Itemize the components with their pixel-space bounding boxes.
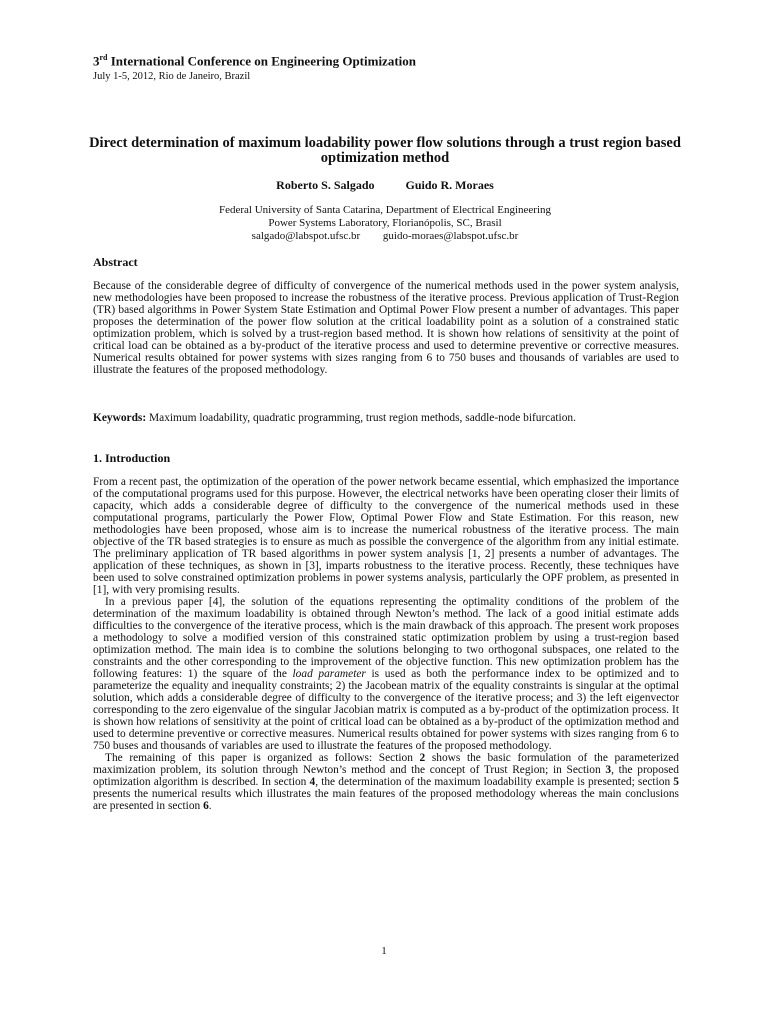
- email: salgado@labspot.ufsc.br: [251, 230, 361, 242]
- section-ref: 3: [605, 764, 612, 776]
- author-emails: [85, 230, 685, 243]
- section-ref: 5: [673, 776, 679, 788]
- conference-title: 3rd International Conference on Engineering Optimization: [93, 53, 417, 69]
- abstract-text: Because of the considerable degree of difficulty of convergence of the numerical methods used in the power system analysis, new methodologies have been proposed to increase the robustness of the iterative process. Previous application of Trust-Region (TR) based algorithms in Power System State Estimation and Optimal Power Flow present a number of advantages. This paper proposes the determination of the power flow solution at the critical loadability point as a solution of a constrained static optimization problem, which is solved by a trust-region based method. It is shown how relations of sensitivity at the point of critical load can be obtained as a by-product of the iterative process and used to determine preventive or corrective measures. Numerical results obtained for power systems with sizes ranging from 6 to 750 buses and thousands of variables are used to illustrate the features of the proposed methodology.: [93, 280, 679, 376]
- affiliation-line: Federal University of Santa Catarina, Department of Electrical Engineering: [218, 204, 551, 216]
- conference-name: International Conference on Engineering Optimization: [110, 53, 417, 69]
- section-ref: 4: [309, 776, 316, 788]
- introduction-heading: 1. Introduction: [93, 451, 171, 465]
- conference-date-place: July 1-5, 2012, Rio de Janeiro, Brazil: [93, 71, 251, 83]
- keywords-label: Keywords:: [93, 412, 147, 424]
- section-ref: 2: [419, 752, 426, 764]
- emphasis: load parameter: [292, 668, 366, 680]
- keywords-line: [93, 412, 679, 424]
- page-number: 1: [381, 945, 387, 957]
- author-name: Roberto S. Salgado: [276, 178, 375, 192]
- affiliation-block: [85, 204, 685, 243]
- paragraph: The remaining of this paper is organized as follows: Section 2 shows the basic formulation of the parameterized maximization problem, its solution through Newton’s method and the concept of Trust Region; in Section 3, the proposed optimization algorithm is described. In section 4, the determination of the maximum loadability example is presented; section 5 presents the numerical results which illustrates the main features of the proposed methodology whereas the main conclusions are presented in section 6.: [93, 752, 680, 812]
- conference-header: [93, 50, 693, 83]
- section-ref: 6: [203, 800, 209, 812]
- paragraph: From a recent past, the optimization of the operation of the power network became essential, which emphasized the importance of the computational programs used for this purpose. However, the electrical networks have been operating closer their limits of capacity, which adds a considerable degree of difficulty to the convergence of the numerical methods used in these computational programs, particularly the Power Flow, Optimal Power Flow and State Estimation. For this reason, new methodologies have been proposed, whose aim is to increase the numerical robustness of the iterative process. The main objective of the TR based strategies is to ensure as much as possible the convergence of the algorithm from any initial estimate. The preliminary application of TR based algorithms in power system analysis [1, 2] presents a number of advantages. The application of these techniques, as shown in [3], imparts robustness to the iterative process. Recently, these techniques have been used to solve constrained optimization problems in power systems analysis, particularly the OPF problem, as presented in [1], with very promising results.: [93, 476, 679, 596]
- ordinal-suffix: rd: [99, 53, 108, 62]
- introduction-body: [93, 476, 679, 812]
- affiliation-line: Power Systems Laboratory, Florianópolis, SC, Brasil: [268, 217, 502, 229]
- abstract-heading: Abstract: [93, 255, 138, 269]
- paper-title: Direct determination of maximum loadability power flow solutions through a trust region based optimization method: [89, 135, 681, 166]
- email: guido-moraes@labspot.ufsc.br: [382, 230, 519, 242]
- paragraph: In a previous paper [4], the solution of the equations representing the optimality conditions of the problem of the determination of the maximum loadability is obtained through Newton’s method. The lack of a good initial estimate adds difficulties to the convergence of the iterative process, which is the main drawback of this approach. The present work proposes a methodology to solve a modified version of this constrained static optimization problem by using a trust-region based optimization method. The main idea is to combine the solutions belonging to two orthogonal subspaces, one related to the constraints and the other corresponding to the improvement of the objective function. This new optimization problem has the following features: 1) the square of the load parameter is used as both the performance index to be optimized and to parameterize the equality and inequality constraints; 2) the Jacobean matrix of the equality constraints is singular at the optimal solution, which adds a considerable degree of difficulty to the convergence of the iterative process; and 3) the left eigenvector corresponding to the zero eigenvalue of the singular Jacobian matrix is computed as a by-product of the optimization process. It is shown how relations of sensitivity at the point of critical load can be obtained as a by-product of the optimization method and used to determine preventive or corrective measures. Numerical results obtained for power systems with sizes ranging from 6 to 750 buses and thousands of variables are used to illustrate the features of the proposed methodology.: [93, 596, 679, 752]
- author-name: Guido R. Moraes: [405, 178, 494, 192]
- author-list: [85, 178, 685, 193]
- keywords-text: Maximum loadability, quadratic programming, trust region methods, saddle-node bifurcation.: [149, 412, 576, 424]
